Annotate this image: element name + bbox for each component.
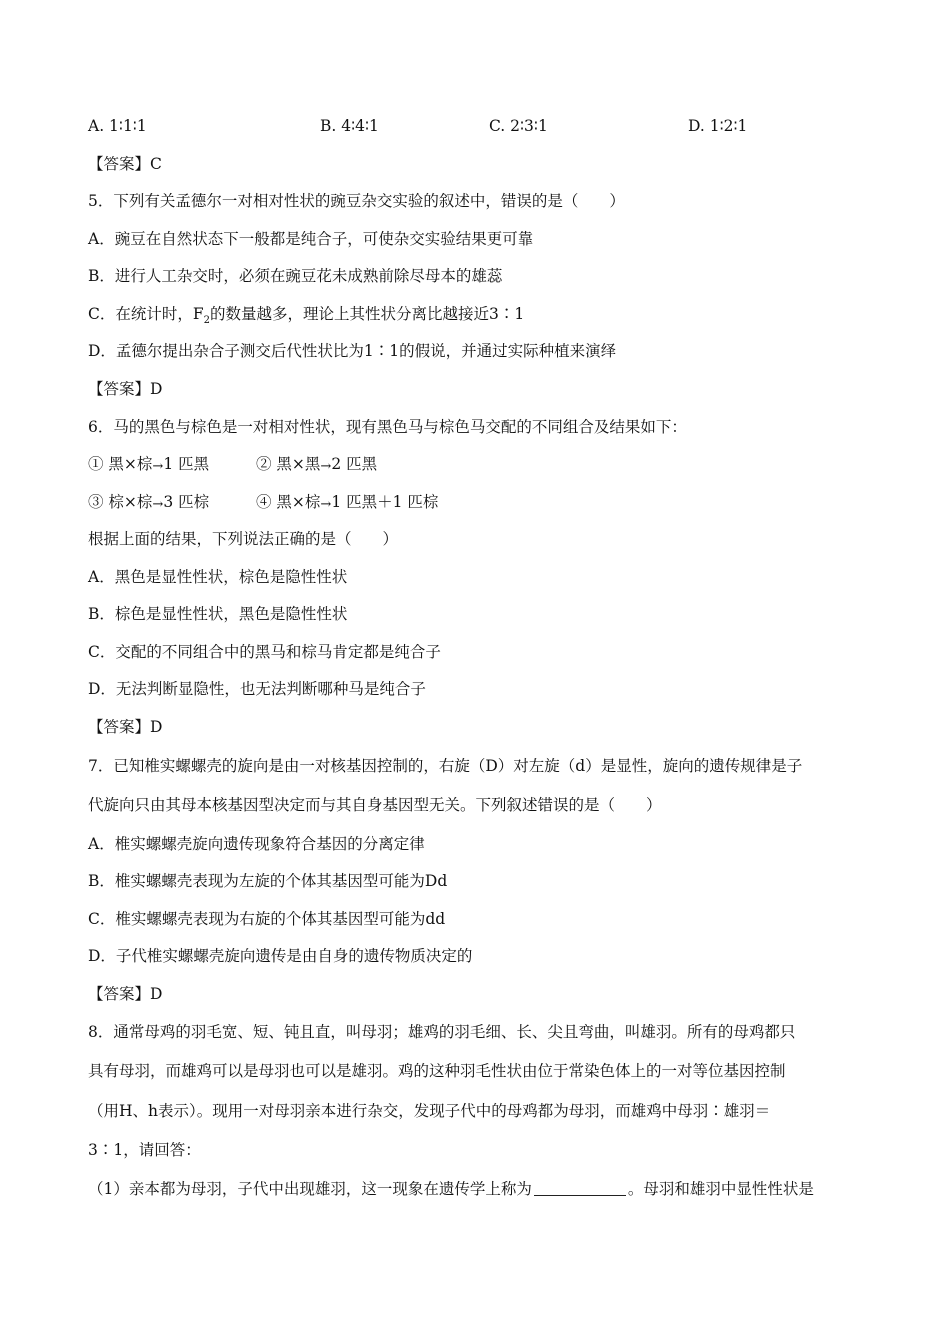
q5-option-c-subscript: 2 — [203, 315, 210, 327]
q5-option-d: D．孟德尔提出杂合子测交后代性状比为1∶1的假说，并通过实际种植来演绎 — [88, 342, 617, 360]
q6-cross-4 — [256, 492, 438, 514]
q5-option-b: B．进行人工杂交时，必须在豌豆花未成熟前除尽母本的雄蕊 — [88, 267, 503, 285]
q7-option-b: B．椎实螺螺壳表现为左旋的个体其基因型可能为Dd — [88, 872, 448, 890]
q6-option-b: B．棕色是显性性状，黑色是隐性性状 — [88, 605, 348, 623]
q7-option-c: C．椎实螺螺壳表现为右旋的个体其基因型可能为dd — [88, 910, 446, 928]
q6-prompt: 根据上面的结果，下列说法正确的是（ ） — [88, 530, 399, 548]
q6-cross-4-offspring: 1 匹黑＋1 匹棕 — [331, 493, 439, 511]
q4-option-d: D. 1∶2∶1 — [688, 117, 748, 135]
q5-option-c-post: 的数量越多，理论上其性状分离比越接近3∶1 — [210, 305, 525, 323]
arrow-icon: → — [152, 459, 164, 474]
q6-cross-4-parents: ④ 黑×棕 — [256, 493, 321, 511]
q8-stem-line-2: 具有母羽，而雄鸡可以是母羽也可以是雄羽。鸡的这种羽毛性状由位于常染色体上的一对等位基因控制 — [88, 1062, 786, 1080]
q6-answer: 【答案】D — [88, 718, 163, 736]
arrow-icon: → — [320, 459, 332, 474]
q6-cross-2-parents: ② 黑×黑 — [256, 455, 321, 473]
q6-cross-1 — [88, 454, 209, 476]
q8-subquestion-1 — [88, 1179, 814, 1199]
q5-option-c — [88, 304, 524, 331]
q6-option-c: C．交配的不同组合中的黑马和棕马肯定都是纯合子 — [88, 643, 441, 661]
q8-stem-line-1: 8．通常母鸡的羽毛宽、短、钝且直，叫母羽；雄鸡的羽毛细、长、尖且弯曲，叫雄羽。所有的母鸡都只 — [88, 1023, 796, 1041]
answer-blank[interactable] — [534, 1180, 626, 1196]
q6-cross-2 — [256, 454, 377, 476]
q7-stem-line-2: 代旋向只由其母本核基因型决定而与其自身基因型无关。下列叙述错误的是（ ） — [88, 796, 662, 814]
q5-option-a: A．豌豆在自然状态下一般都是纯合子，可使杂交实验结果更可靠 — [88, 230, 534, 248]
q6-cross-1-parents: ① 黑×棕 — [88, 455, 153, 473]
q7-answer: 【答案】D — [88, 985, 163, 1003]
q7-option-d: D．子代椎实螺螺壳旋向遗传是由自身的遗传物质决定的 — [88, 947, 473, 965]
q6-cross-3-offspring: 3 匹棕 — [163, 493, 210, 511]
q7-option-a: A．椎实螺螺壳旋向遗传现象符合基因的分离定律 — [88, 835, 425, 853]
q8-subquestion-1-text: （1）亲本都为母羽，子代中出现雄羽，这一现象在遗传学上称为 — [88, 1180, 532, 1198]
q6-stem: 6．马的黑色与棕色是一对相对性状，现有黑色马与棕色马交配的不同组合及结果如下： — [88, 418, 687, 436]
q8-subquestion-1-continuation: 。母羽和雄羽中显性性状是 — [627, 1180, 814, 1198]
q5-answer: 【答案】D — [88, 380, 163, 398]
q8-stem-line-4: 3∶1，请回答： — [88, 1141, 201, 1159]
q6-cross-2-offspring: 2 匹黑 — [331, 455, 378, 473]
q6-cross-1-offspring: 1 匹黑 — [163, 455, 210, 473]
q8-stem-line-3: （用H、h表示）。现用一对母羽亲本进行杂交，发现子代中的母鸡都为母羽，而雄鸡中母羽∶雄羽＝ — [88, 1102, 771, 1120]
q4-answer: 【答案】C — [88, 155, 162, 173]
q4-option-b: B. 4∶4∶1 — [320, 117, 379, 135]
arrow-icon: → — [152, 497, 164, 512]
q7-stem-line-1: 7．已知椎实螺螺壳的旋向是由一对核基因控制的，右旋（D）对左旋（d）是显性，旋向的遗传规律是子 — [88, 757, 803, 775]
q4-option-c: C. 2∶3∶1 — [489, 117, 548, 135]
q4-option-a: A. 1∶1∶1 — [88, 117, 147, 135]
arrow-icon: → — [320, 497, 332, 512]
q5-option-c-pre: C．在统计时，F — [88, 305, 204, 323]
q6-option-d: D．无法判断显隐性，也无法判断哪种马是纯合子 — [88, 680, 426, 698]
q6-cross-3-parents: ③ 棕×棕 — [88, 493, 153, 511]
q5-stem: 5．下列有关孟德尔一对相对性状的豌豆杂交实验的叙述中，错误的是（ ） — [88, 192, 625, 210]
q6-option-a: A．黑色是显性性状，棕色是隐性性状 — [88, 568, 348, 586]
q6-cross-3 — [88, 492, 209, 514]
